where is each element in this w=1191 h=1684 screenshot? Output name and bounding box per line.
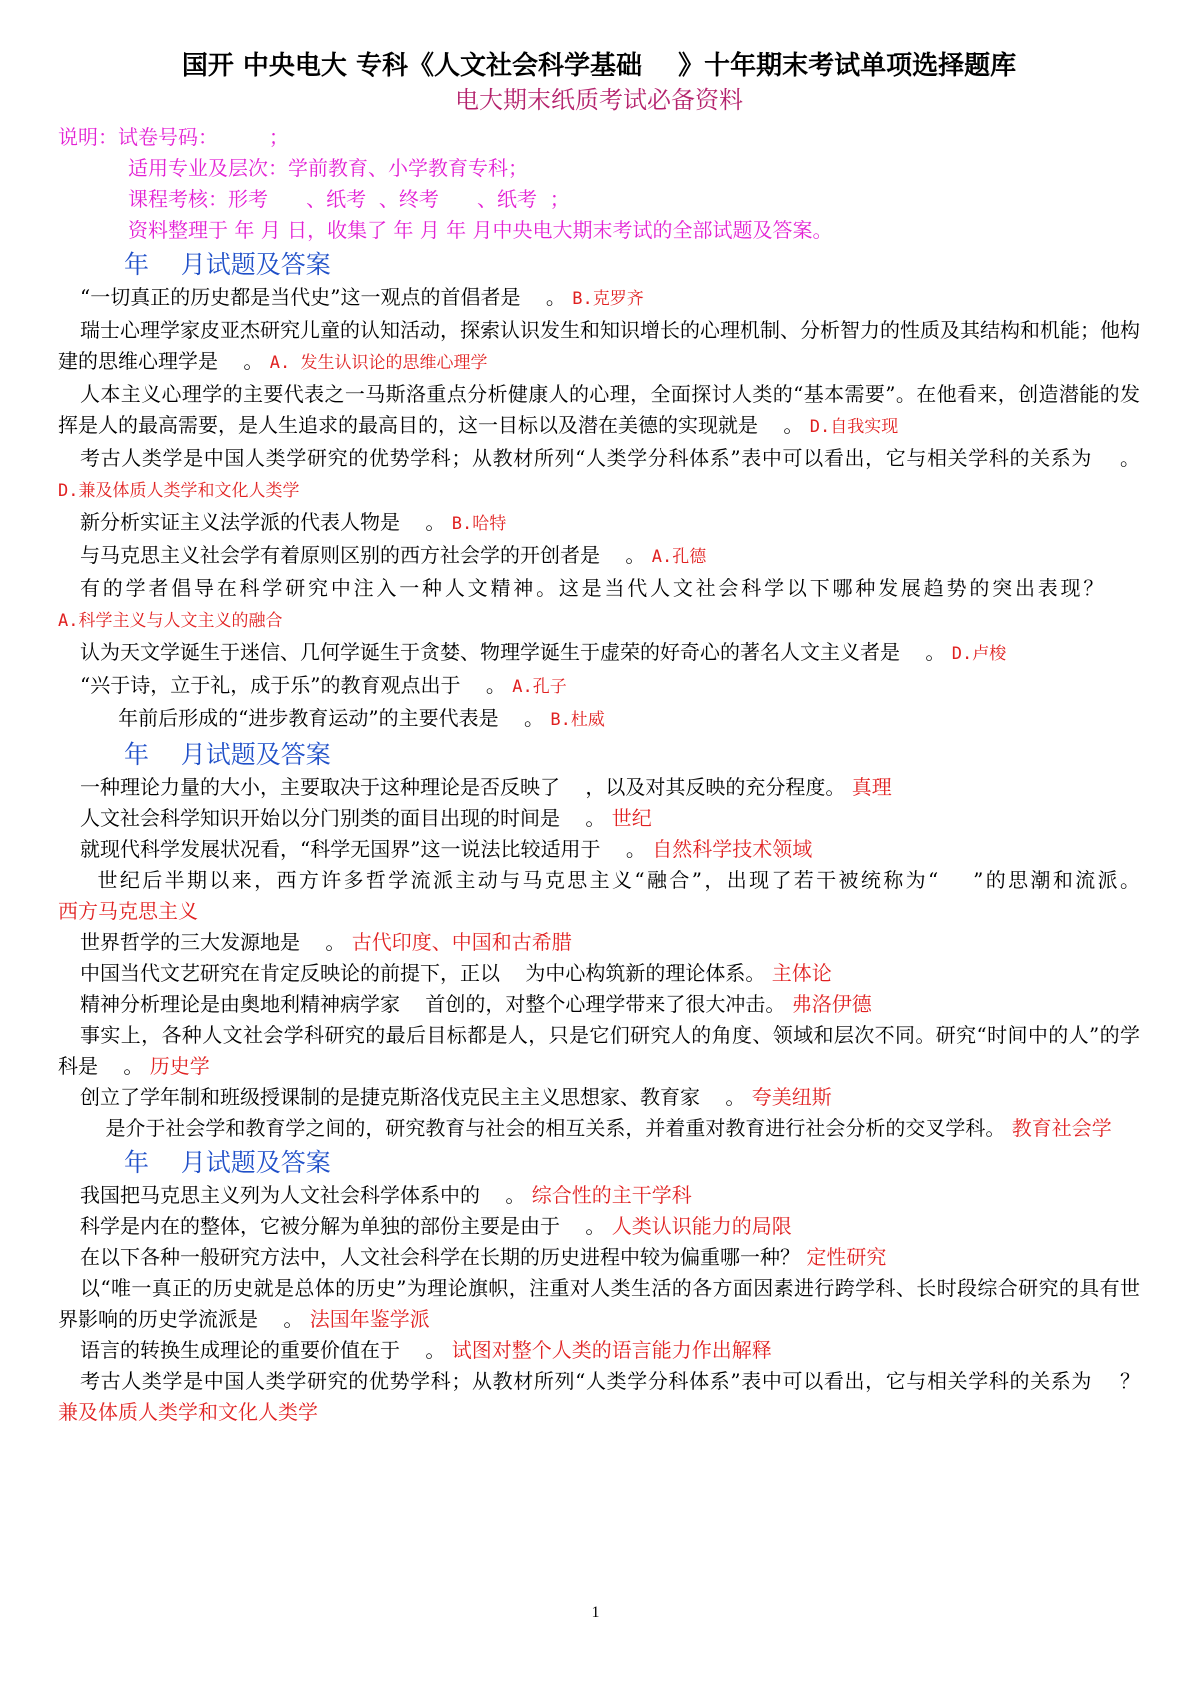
answer-text: 主体论 [771, 961, 832, 985]
answer-text: A. 发生认识论的思维心理学 [269, 353, 488, 373]
question-item [58, 1113, 1140, 1144]
question-item [58, 1082, 1140, 1113]
answer-text: D.卢梭 [951, 644, 1007, 664]
answer-text: 综合性的主干学科 [531, 1183, 692, 1207]
answer-text: 西方马克思主义 [58, 899, 198, 923]
answer-text: 历史学 [149, 1054, 210, 1078]
question-text: 以“唯一真正的历史就是总体的历史”为理论旗帜，注重对人类生活的各方面因素进行跨学科、长时段综合研究的具有世界影响的历史学流派是 。 [58, 1276, 1140, 1331]
question-text: 年前后形成的“进步教育运动”的主要代表是 。 [80, 706, 545, 730]
question-item [58, 772, 1140, 803]
question-sections [58, 248, 1140, 1428]
answer-text: 弗洛伊德 [791, 992, 872, 1016]
answer-text: 定性研究 [806, 1245, 887, 1269]
question-text: “兴于诗，立于礼，成于乐”的教育观点出于 。 [80, 673, 506, 697]
question-text: 人本主义心理学的主要代表之一马斯洛重点分析健康人的心理，全面探讨人类的“基本需要”。在他看来，创造潜能的发挥是人的最高需要，是人生追求的最高目的，这一目标以及潜在美德的实现就是 。 [58, 382, 1140, 437]
question-text: 瑞士心理学家皮亚杰研究儿童的认知活动，探索认识发生和知识增长的心理机制、分析智力的性质及其结构和机能；他构建的思维心理学是 。 [58, 318, 1140, 373]
question-text: 考古人类学是中国人类学研究的优势学科；从教材所列“人类学分科体系”表中可以看出，它与相关学科的关系为 。 [80, 446, 1140, 470]
answer-text: B.哈特 [451, 514, 507, 534]
note-line: 适用专业及层次：学前教育、小学教育专科； [128, 156, 528, 180]
notes-block [58, 122, 1140, 246]
question-text: 中国当代文艺研究在肯定反映论的前提下，正以 为中心构筑新的理论体系。 [80, 961, 766, 985]
question-text: 人文社会科学知识开始以分门别类的面目出现的时间是 。 [80, 806, 606, 830]
question-item [58, 1273, 1140, 1335]
question-text: 语言的转换生成理论的重要价值在于 。 [80, 1338, 446, 1362]
document-title: 国开 中央电大 专科《人文社会科学基础 》十年期末考试单项选择题库 [181, 51, 1017, 81]
question-item [58, 1180, 1140, 1211]
question-item [58, 1242, 1140, 1273]
answer-text: B.杜威 [550, 710, 605, 730]
answer-text: 真理 [851, 775, 892, 799]
question-item [58, 703, 1140, 736]
question-item [58, 637, 1140, 670]
answer-text: 试图对整个人类的语言能力作出解释 [451, 1338, 772, 1362]
answer-text: B.克罗齐 [572, 289, 644, 309]
page-number: 1 [591, 1604, 600, 1621]
answer-text: A.科学主义与人文主义的融合 [58, 611, 283, 631]
note-line: 课程考核：形考 、纸考 、终考 、纸考 ； [128, 187, 570, 211]
section-heading: 年 月试题及答案 [124, 250, 331, 279]
note-line: 说明：试卷号码： ； [58, 125, 289, 149]
answer-text: 教育社会学 [1011, 1116, 1112, 1140]
question-text: 认为天文学诞生于迷信、几何学诞生于贪婪、物理学诞生于虚荣的好奇心的著名人文主义者是 。 [80, 640, 946, 664]
answer-text: 世纪 [611, 806, 652, 830]
question-item [58, 379, 1140, 443]
question-text: 精神分析理论是由奥地利精神病学家 首创的，对整个心理学带来了很大冲击。 [80, 992, 786, 1016]
answer-text: D.自我实现 [809, 417, 899, 437]
answer-text: 人类认识能力的局限 [611, 1214, 792, 1238]
section-heading: 年 月试题及答案 [124, 740, 331, 769]
question-item [58, 315, 1140, 379]
question-item [58, 1020, 1140, 1082]
question-text: 考古人类学是中国人类学研究的优势学科；从教材所列“人类学分科体系”表中可以看出，它与相关学科的关系为 ？ [80, 1369, 1140, 1393]
question-item [58, 865, 1140, 927]
question-text: 与马克思主义社会学有着原则区别的西方社会学的开创者是 。 [80, 543, 646, 567]
question-text: 世纪后半期以来，西方许多哲学流派主动与马克思主义“融合”，出现了若干被统称为“ ”的思潮和流派。 [80, 868, 1141, 892]
question-item [58, 540, 1140, 573]
answer-text: A.孔德 [651, 547, 707, 567]
question-item [58, 1211, 1140, 1242]
question-text: 科学是内在的整体，它被分解为单独的部份主要是由于 。 [80, 1214, 606, 1238]
question-item [58, 1335, 1140, 1366]
answer-text: 自然科学技术领域 [652, 837, 813, 861]
question-item [58, 443, 1140, 507]
question-item [58, 573, 1140, 637]
question-item [58, 670, 1140, 703]
section-heading: 年 月试题及答案 [124, 1148, 331, 1177]
question-item [58, 989, 1140, 1020]
question-text: 就现代科学发展状况看，“科学无国界”这一说法比较适用于 。 [80, 837, 646, 861]
question-item [58, 1366, 1140, 1428]
answer-text: 古代印度、中国和古希腊 [351, 930, 572, 954]
document-page [58, 48, 1140, 1428]
question-text: 创立了学年制和班级授课制的是捷克斯洛伐克民主主义思想家、教育家 。 [80, 1085, 746, 1109]
answer-text: D.兼及体质人类学和文化人类学 [58, 481, 300, 501]
question-text: 新分析实证主义法学派的代表人物是 。 [80, 510, 446, 534]
question-text: 世界哲学的三大发源地是 。 [80, 930, 346, 954]
answer-text: 法国年鉴学派 [309, 1307, 430, 1331]
question-text: 一种理论力量的大小，主要取决于这种理论是否反映了 ，以及对其反映的充分程度。 [80, 775, 846, 799]
note-line: 资料整理于 年 月 日，收集了 年 月 年 月中央电大期末考试的全部试题及答案。 [128, 218, 833, 242]
question-item [58, 507, 1140, 540]
question-text: 我国把马克思主义列为人文社会科学体系中的 。 [80, 1183, 526, 1207]
question-item [58, 927, 1140, 958]
answer-text: A.孔子 [512, 677, 567, 697]
question-text: 事实上，各种人文社会学科研究的最后目标都是人，只是它们研究人的角度、领域和层次不同。研究“时间中的人”的学科是 。 [58, 1023, 1140, 1078]
question-item [58, 958, 1140, 989]
answer-text: 夸美纽斯 [751, 1085, 832, 1109]
document-subtitle: 电大期末纸质考试必备资料 [455, 86, 743, 114]
question-text: 有的学者倡导在科学研究中注入一种人文精神。这是当代人文社会科学以下哪种发展趋势的突出表现？ [80, 576, 1140, 600]
question-item [58, 834, 1140, 865]
question-text: 在以下各种一般研究方法中，人文社会科学在长期的历史进程中较为偏重哪一种？ [80, 1245, 800, 1269]
question-text: 是介于社会学和教育学之间的，研究教育与社会的相互关系，并着重对教育进行社会分析的交叉学科。 [80, 1116, 1006, 1140]
question-text: “一切真正的历史都是当代史”这一观点的首倡者是 。 [80, 285, 566, 309]
answer-text: 兼及体质人类学和文化人类学 [58, 1400, 318, 1424]
question-item [58, 282, 1140, 315]
question-item [58, 803, 1140, 834]
